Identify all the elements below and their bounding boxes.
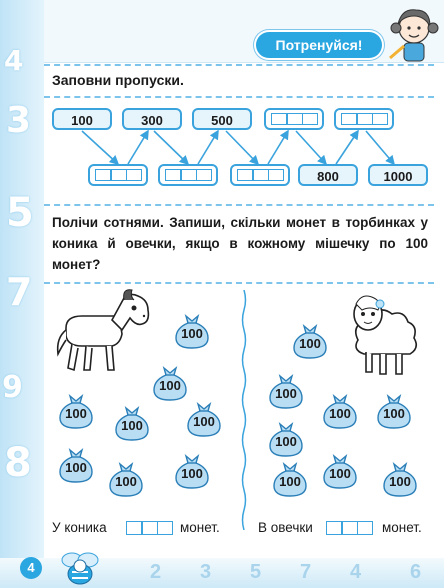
coin-bag-label: 100: [275, 434, 297, 449]
coin-bag-label: 100: [181, 326, 203, 341]
decor-digit: 4: [4, 44, 24, 77]
decor-digit: 8: [4, 440, 32, 486]
task1-instruction: Заповни пропуски.: [52, 72, 184, 88]
sequence-answer-box[interactable]: [88, 164, 148, 186]
coin-bag: [56, 446, 96, 484]
horse-icon: [52, 288, 156, 384]
decor-digit: 3: [6, 100, 32, 141]
sheep-icon: [348, 288, 438, 380]
coin-bag-label: 100: [279, 474, 301, 489]
decor-digit: 5: [250, 561, 262, 583]
coin-bag: [172, 312, 212, 350]
decor-digit: 9: [2, 370, 23, 405]
coin-bag-label: 100: [181, 466, 203, 481]
coin-bag: [266, 372, 306, 410]
coin-bag: [106, 460, 146, 498]
sheep-answer-field[interactable]: [326, 521, 372, 535]
horse-answer-suffix: монет.: [180, 520, 220, 535]
decor-digit: 7: [300, 561, 312, 583]
coin-bag: [56, 392, 96, 430]
sequence-answer-box[interactable]: [264, 108, 324, 130]
bee-mascot-icon: [58, 548, 104, 588]
coin-bag: [270, 460, 310, 498]
coin-bag-label: 100: [121, 418, 143, 433]
page-number: 4: [20, 557, 42, 579]
panel-divider: [241, 290, 247, 530]
coin-bag-label: 100: [275, 386, 297, 401]
coin-bag: [172, 452, 212, 490]
coin-bag: [320, 392, 360, 430]
section-banner: Потренуйся!: [256, 32, 382, 58]
coin-bag-label: 100: [329, 406, 351, 421]
coin-bag: [184, 400, 224, 438]
sequence-answer-box[interactable]: [158, 164, 218, 186]
coin-bag-label: 100: [159, 378, 181, 393]
decor-digit: 4: [350, 561, 362, 583]
sequence-box: 1000: [368, 164, 428, 186]
sheep-answer-prefix: В овечки: [258, 520, 313, 535]
coin-bag: [374, 392, 414, 430]
sequence-answer-box[interactable]: [334, 108, 394, 130]
coin-bag-label: 100: [193, 414, 215, 429]
sequence-answer-box[interactable]: [230, 164, 290, 186]
coin-bag: [320, 452, 360, 490]
horse-answer-prefix: У коника: [52, 520, 107, 535]
sequence-box: 800: [298, 164, 358, 186]
section-divider: [44, 204, 434, 206]
coin-bag-label: 100: [115, 474, 137, 489]
sequence-box: 100: [52, 108, 112, 130]
section-divider: [44, 282, 434, 284]
coin-bag-label: 100: [65, 406, 87, 421]
coin-bag-label: 100: [299, 336, 321, 351]
coin-bag-label: 100: [329, 466, 351, 481]
decor-digit: 2: [150, 561, 162, 583]
sheep-answer-suffix: монет.: [382, 520, 422, 535]
decor-digit: 3: [200, 561, 212, 583]
coin-bag: [266, 420, 306, 458]
coin-bag: [150, 364, 190, 402]
decor-digit: 7: [6, 270, 33, 314]
task2-instruction: Полічи сотнями. Запиши, скільки монет в торбинках у коника й овечки, якщо в кожному мішечку по 100 монет?: [52, 215, 428, 272]
coin-bag-label: 100: [389, 474, 411, 489]
decor-digit: 6: [410, 561, 422, 583]
coin-bag: [112, 404, 152, 442]
decor-digit: 5: [6, 190, 34, 236]
coin-bag-label: 100: [65, 460, 87, 475]
horse-answer-field[interactable]: [126, 521, 172, 535]
sequence-box: 500: [192, 108, 252, 130]
coin-bag: [290, 322, 330, 360]
coin-bag: [380, 460, 420, 498]
sequence-box: 300: [122, 108, 182, 130]
coin-bag-label: 100: [383, 406, 405, 421]
